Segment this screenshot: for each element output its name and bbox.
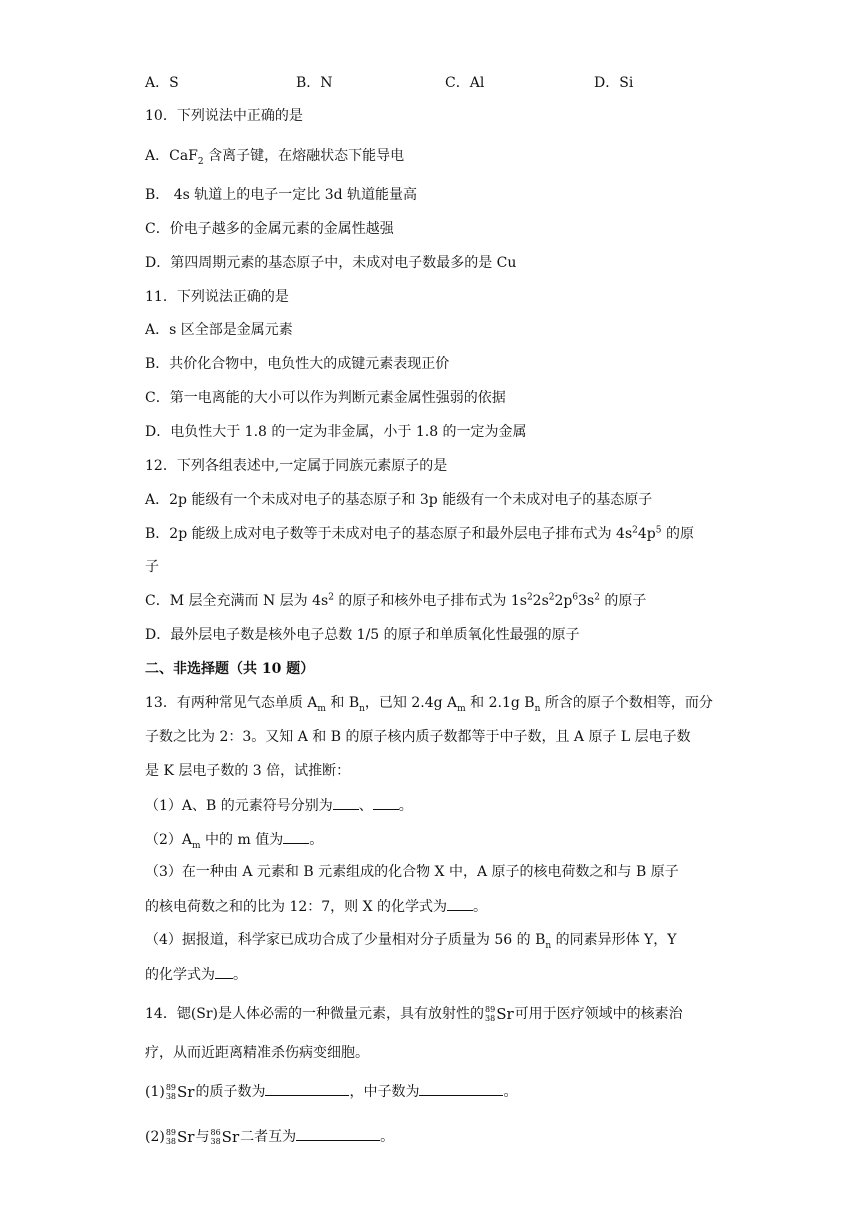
q9-option-b: B．N — [296, 75, 333, 91]
q11-option-a: A．s 区全部是金属元素 — [145, 322, 293, 338]
q9-option-d: D．Si — [594, 75, 634, 91]
q11-option-b: B．共价化合物中，电负性大的成键元素表现正价 — [145, 356, 450, 372]
q10-option-b: B． 4s 轨道上的电子一定比 3d 轨道能量高 — [145, 187, 418, 203]
q12-option-d: D．最外层电子数是核外电子总数 1/5 的原子和单质氧化性最强的原子 — [145, 627, 580, 643]
nuclide-sr-89: 89 38 Sr — [165, 1083, 195, 1101]
q14-line-2: 疗，从而近距离精准杀伤病变细胞。 — [145, 1045, 369, 1061]
q14-line-1: 14．锶(Sr)是人体必需的一种微量元素，具有放射性的 89 38 Sr 可用于医疗领域中的核素治 — [145, 1005, 683, 1023]
q12-stem: 12．下列各组表述中,一定属于同族元素原子的是 — [145, 458, 448, 474]
answer-blank[interactable] — [265, 1081, 349, 1096]
q13-line-1: 13．有两种常见气态单质 $A_m$ 和 $B_n$，已知 2.4g $A_m$ 和 2.1g $B_n$ 所含的原子个数相等，而分 — [145, 695, 713, 714]
q13-part-3-line-2: 的核电荷数之和的比为 12：7，则 X 的化学式为 。 — [145, 896, 487, 917]
nuclide-sr-86: 86 38 Sr — [210, 1128, 240, 1146]
q12-option-c: C．M 层全充满而 N 层为 $4s^2$ 的原子和核外电子排布式为 $1s^22s^22p^63s^2$ 的原子 — [145, 592, 647, 609]
answer-blank[interactable] — [333, 795, 359, 810]
answer-blank[interactable] — [373, 795, 399, 810]
q9-option-c: C．Al — [445, 75, 485, 91]
q13-part-3-line-1: （3）在一种由 A 元素和 B 元素组成的化合物 X 中，A 原子的核电荷数之和与 B 原子 — [145, 864, 679, 880]
answer-blank[interactable] — [296, 1126, 380, 1141]
q9-option-a: A．S — [145, 75, 179, 91]
q12-option-b-continued: 子 — [145, 559, 159, 575]
q13-line-3: 是 K 层电子数的 3 倍，试推断： — [145, 763, 351, 779]
q13-line-2: 子数之比为 2：3。又知 A 和 B 的原子核内质子数都等于中子数，且 A 原子 L 层电子数 — [145, 729, 691, 745]
q10-stem: 10．下列说法中正确的是 — [145, 108, 303, 124]
section-heading: 二、非选择题（共 10 题） — [145, 661, 315, 677]
q11-stem: 11．下列说法正确的是 — [145, 289, 289, 305]
q10-option-c: C．价电子越多的金属元素的金属性越强 — [145, 221, 394, 237]
answer-blank[interactable] — [215, 964, 233, 979]
q11-option-c: C．第一电离能的大小可以作为判断元素金属性强弱的依据 — [145, 390, 506, 406]
q12-option-a: A．2p 能级有一个未成对电子的基态原子和 3p 能级有一个未成对电子的基态原子 — [145, 492, 653, 508]
q11-option-d: D．电负性大于 1.8 的一定为非金属，小于 1.8 的一定为金属 — [145, 424, 527, 440]
answer-blank[interactable] — [283, 829, 309, 844]
answer-blank[interactable] — [447, 896, 473, 911]
q10-option-a: A．CaF$_2$ 含离子键，在熔融状态下能导电 — [145, 148, 405, 167]
q13-part-4-line-1: （4）据报道，科学家已成功合成了少量相对分子质量为 56 的 $B_n$ 的同素异形体 Y，Y — [145, 932, 677, 951]
q10-option-d: D．第四周期元素的基态原子中，未成对电子数最多的是 Cu — [145, 255, 517, 271]
q13-part-1: （1）A、B 的元素符号分别为 、 。 — [145, 795, 413, 816]
nuclide-sr-89: 89 38 Sr — [485, 1005, 514, 1023]
answer-blank[interactable] — [419, 1081, 503, 1096]
q13-part-4-line-2: 的化学式为 。 — [145, 964, 247, 985]
q12-option-b: B．2p 能级上成对电子数等于未成对电子的基态原子和最外层电子排布式为 $4s^24p^5$ 的原 — [145, 525, 694, 542]
q13-part-2: $(2)A_m$ 中的 m 值为 。 — [145, 829, 323, 850]
nuclide-sr-89: 89 38 Sr — [165, 1128, 195, 1146]
q14-part-1: (1) 89 38 Sr 的质子数为 ，中子数为 。 — [145, 1083, 518, 1101]
q14-part-2: (2) 89 38 Sr 与 86 38 Sr 二者互为 。 — [145, 1128, 395, 1146]
